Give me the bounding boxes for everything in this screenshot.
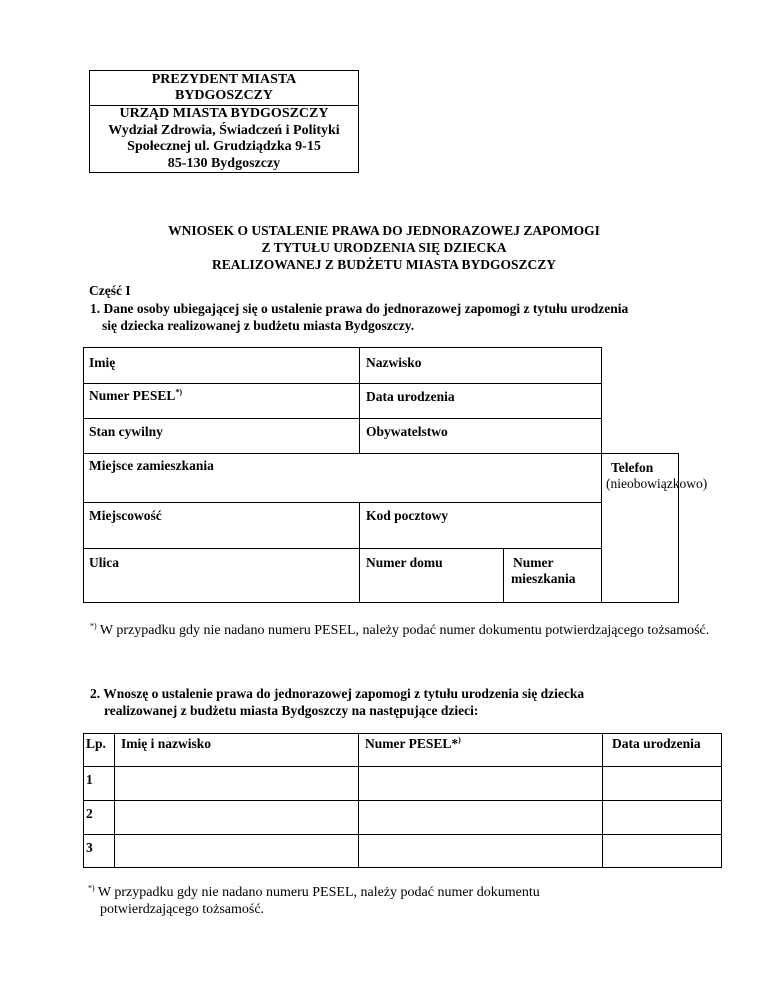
residence-label: Miejsce zamieszkania	[89, 458, 214, 473]
row-1-name-cell[interactable]	[114, 766, 359, 801]
footnote-2	[88, 884, 728, 918]
phone-label: Telefon	[611, 460, 654, 475]
th-pesel-mark: )	[458, 735, 461, 745]
th-name-label: Imię i nazwisko	[121, 736, 212, 751]
office-line-3: Społecznej ul. Grudziądzka 9-15	[127, 139, 321, 154]
part-label: Część I	[89, 283, 131, 298]
footnote-2-line-2: potwierdzającego tożsamość.	[100, 902, 265, 917]
row-2-pesel-cell[interactable]	[358, 800, 603, 835]
birth-date-label: Data urodzenia	[366, 389, 455, 404]
th-birth-date-label: Data urodzenia	[612, 736, 701, 751]
document-title	[90, 222, 678, 273]
office-address	[90, 106, 358, 172]
section-1-heading	[90, 300, 730, 334]
row-3-birth-date-cell[interactable]	[602, 834, 722, 868]
phone-optional-note: (nieobowiązkowo)	[606, 476, 708, 491]
marital-status-label: Stan cywilny	[89, 424, 163, 439]
footnote-1-mark: *)	[90, 621, 97, 631]
pesel-label	[89, 388, 182, 404]
title-line-1: WNIOSEK O USTALENIE PRAWA DO JEDNORAZOWEJ ZAPOMOGI	[168, 223, 600, 238]
row-3-name-cell[interactable]	[114, 834, 359, 868]
th-pesel-text: Numer PESEL*	[365, 736, 459, 751]
first-name-cell[interactable]	[83, 347, 360, 384]
authority-line-1: PREZYDENT MIASTA	[151, 72, 297, 87]
office-line-1: URZĄD MIASTA BYDGOSZCZY	[119, 106, 329, 121]
title-line-2: Z TYTUŁU URODZENIA SIĘ DZIECKA	[261, 240, 507, 255]
row-1-birth-date-cell[interactable]	[602, 766, 722, 801]
citizenship-label: Obywatelstwo	[366, 424, 448, 439]
title-line-3: REALIZOWANEJ Z BUDŻETU MIASTA BYDGOSZCZY	[211, 257, 557, 272]
pesel-label-text: Numer PESEL	[89, 388, 176, 403]
footnote-2-line-1	[88, 884, 728, 901]
row-3-number: 3	[86, 840, 93, 855]
th-no-label: Lp.	[86, 736, 106, 751]
row-1-pesel-cell[interactable]	[358, 766, 603, 801]
row-2-number: 2	[86, 806, 93, 821]
section-1-line-1: 1. Dane osoby ubiegającej się o ustalenie prawa do jednorazowej zapomogi z tytułu urodzenia	[90, 301, 629, 316]
authority-line-2: BYDGOSZCZY	[174, 88, 274, 103]
street-cell[interactable]	[83, 548, 360, 603]
footnote-1	[90, 622, 730, 640]
section-1-line-2: się dziecka realizowanej z budżetu miasta Bydgoszczy.	[102, 318, 415, 333]
street-label: Ulica	[89, 555, 119, 570]
flat-number-label-line-1: Numer	[513, 555, 554, 570]
section-2-heading	[90, 685, 730, 719]
row-2-birth-date-cell[interactable]	[602, 800, 722, 835]
office-line-4: 85-130 Bydgoszczy	[167, 155, 281, 171]
house-number-label: Numer domu	[366, 555, 443, 570]
postal-code-label: Kod pocztowy	[366, 508, 449, 523]
office-line-2: Wydział Zdrowia, Świadczeń i Polityki	[108, 122, 340, 138]
footnote-2-mark: *)	[88, 883, 95, 893]
row-3-pesel-cell[interactable]	[358, 834, 603, 868]
authority-title	[90, 71, 358, 106]
first-name-label: Imię	[89, 355, 116, 370]
pesel-footnote-mark: *)	[175, 387, 183, 397]
footnote-2-text-1: W przypadku gdy nie nadano numeru PESEL, należy podać numer dokumentu	[94, 885, 540, 900]
th-pesel-label	[365, 736, 461, 752]
flat-number-label-line-2: mieszkania	[511, 571, 576, 586]
row-1-number: 1	[86, 772, 93, 787]
authority-header-box	[89, 70, 359, 173]
footnote-1-text: W przypadku gdy nie nadano numeru PESEL, należy podać numer dokumentu potwierdzającego tożsamość.	[96, 623, 710, 638]
section-2-line-2: realizowanej z budżetu miasta Bydgoszczy na następujące dzieci:	[104, 703, 479, 718]
row-2-name-cell[interactable]	[114, 800, 359, 835]
last-name-label: Nazwisko	[366, 355, 422, 370]
town-label: Miejscowość	[89, 508, 162, 523]
section-2-line-1: 2. Wnoszę o ustalenie prawa do jednorazowej zapomogi z tytułu urodzenia się dziecka	[90, 686, 585, 701]
